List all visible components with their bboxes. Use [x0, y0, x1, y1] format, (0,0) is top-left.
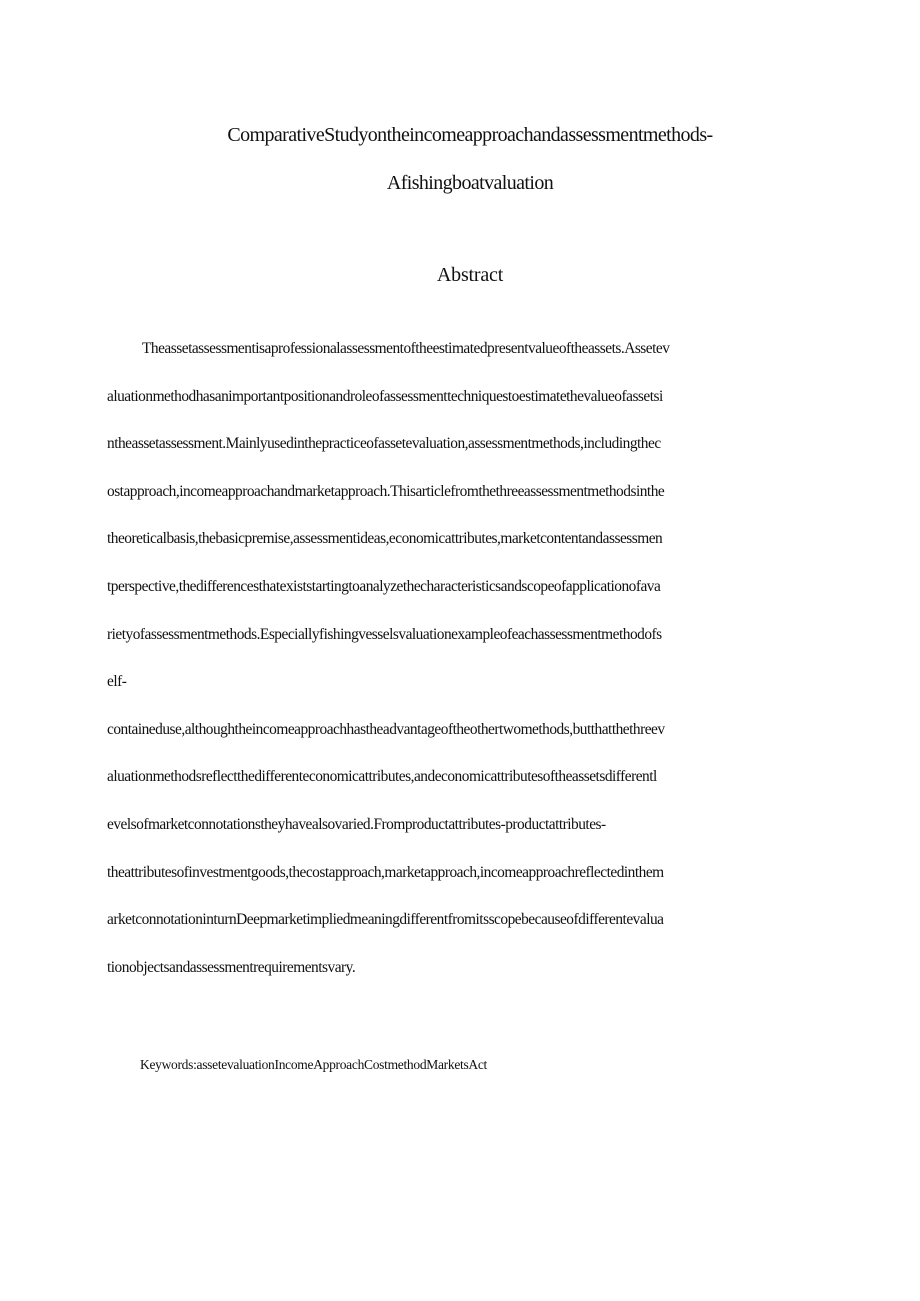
- abstract-line: theoreticalbasis,thebasicpremise,assessmentideas,economicattributes,marketcontentandassessmen: [107, 530, 663, 548]
- abstract-heading: Abstract: [436, 264, 504, 286]
- abstract-line: tperspective,thedifferencesthatexiststartingtoanalyzethecharacteristicsandscopeofapplicationofava: [107, 577, 661, 595]
- abstract-line: Theassetassessmentisaprofessionalassessmentoftheestimatedpresentvalueoftheassets.Assetev: [142, 340, 670, 357]
- abstract-line: ostapproach,incomeapproachandmarketapproach.Thisarticlefromthethreeassessmentmethodsinthe: [107, 482, 665, 500]
- abstract-line: rietyofassessmentmethods.Especiallyfishingvesselsvaluationexampleofeachassessmentmethodofs: [107, 625, 662, 643]
- abstract-line: arketconnotationinturnDeepmarketimpliedmeaningdifferentfromitsscopebecauseofdifferentevalua: [107, 911, 664, 929]
- abstract-body: [107, 338, 834, 1004]
- abstract-line: ntheassetassessment.Mainlyusedinthepracticeofassetevaluation,assessmentmethods,includingthec: [107, 435, 661, 453]
- abstract-line: evelsofmarketconnotationstheyhavealsovaried.Fromproductattributes-productattributes-: [107, 815, 606, 833]
- abstract-line: containeduse,althoughtheincomeapproachhastheadvantageoftheothertwomethods,butthatthethreev: [107, 720, 665, 738]
- abstract-line: aluationmethodsreflectthedifferenteconomicattributes,andeconomicattributesoftheassetsdifferentl: [107, 768, 657, 786]
- paper-title-line-2: Afishingboatvaluation: [386, 172, 554, 194]
- abstract-line: aluationmethodhasanimportantpositionandroleofassessmenttechniquestoestimatethevalueofassetsi: [107, 387, 663, 405]
- abstract-line: elf-: [107, 673, 127, 691]
- keywords: Keywords:assetevaluationIncomeApproachCostmethodMarketsAct: [140, 1057, 488, 1072]
- abstract-line: tionobjectsandassessmentrequirementsvary.: [107, 958, 356, 976]
- abstract-line: theattributesofinvestmentgoods,thecostapproach,marketapproach,incomeapproachreflectedinthem: [107, 863, 664, 881]
- paper-title-line-1: ComparativeStudyontheincomeapproachandassessmentmethods-: [227, 124, 713, 146]
